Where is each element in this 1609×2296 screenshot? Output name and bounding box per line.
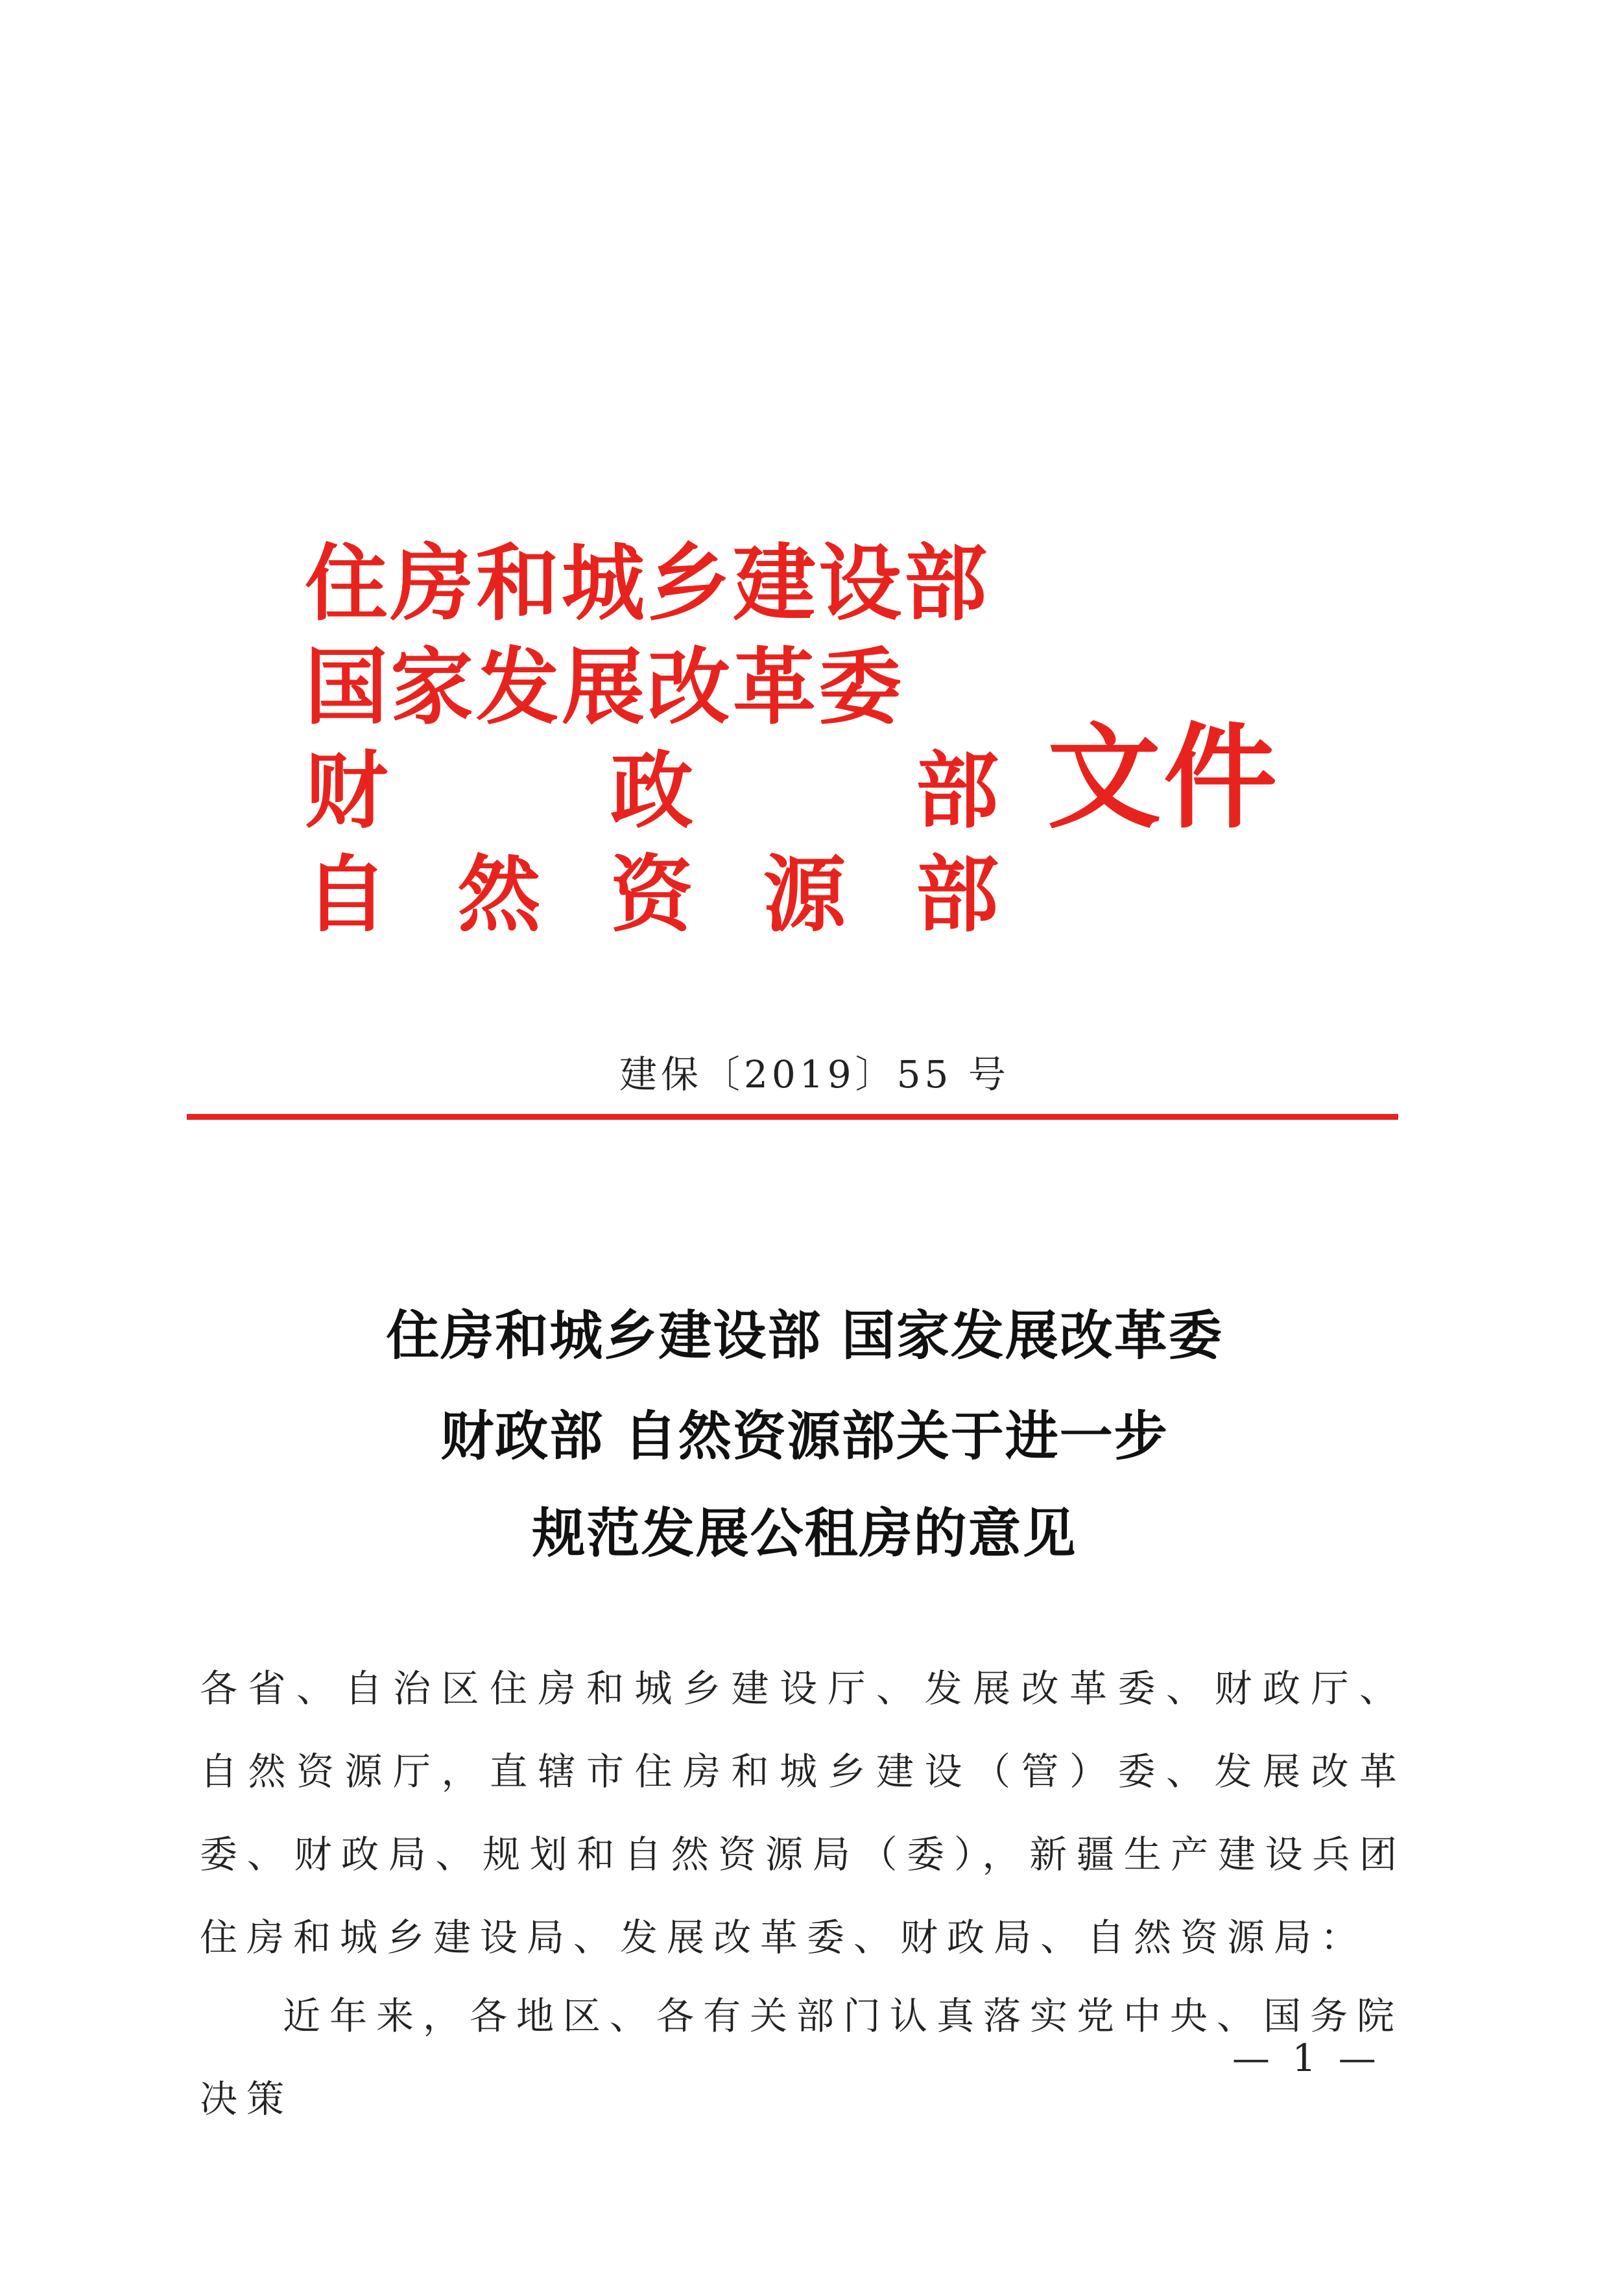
issuer-mohurd: 住房和城乡建设部 — [305, 535, 990, 632]
issuer-char: 资 — [610, 846, 693, 943]
title-line-2: 财政部 自然资源部关于进一步 — [440, 1405, 1169, 1467]
issuer-char: 源 — [763, 846, 846, 943]
document-label: 文件 — [1047, 711, 1280, 844]
issuer-ndrc: 国家发展改革委 — [305, 639, 905, 736]
issuer-char: 部 — [915, 846, 999, 943]
page-number: — 1 — — [1232, 2036, 1381, 2080]
title-line-3: 规范发展公租房的意见 — [532, 1502, 1077, 1565]
issuer-char: 政 — [610, 742, 693, 840]
title-line-1: 住房和城乡建设部 国家发展改革委 — [386, 1305, 1223, 1367]
body-paragraph: 近年来，各地区、各有关部门认真落实党中央、国务院决策 — [200, 1994, 1404, 2121]
issuer-char: 财 — [305, 742, 388, 840]
issuer-char: 然 — [457, 846, 541, 943]
issuer-mnr — [305, 843, 999, 947]
issuer-char: 自 — [305, 846, 388, 943]
document-number: 建保〔2019〕55 号 — [619, 1052, 1010, 1096]
issuer-block — [305, 532, 1018, 947]
issuer-char: 部 — [915, 742, 999, 840]
issuer-mof — [305, 739, 999, 843]
addressees: 各省、自治区住房和城乡建设厅、发展改革委、财政厅、自然资源厅，直辖市住房和城乡建设（管）委、发展改革委、财政局、规划和自然资源局（委），新疆生产建设兵团住房和城乡建设局、发展改革委、财政局、自然资源局： — [200, 1666, 1406, 1959]
red-divider — [187, 1114, 1398, 1120]
